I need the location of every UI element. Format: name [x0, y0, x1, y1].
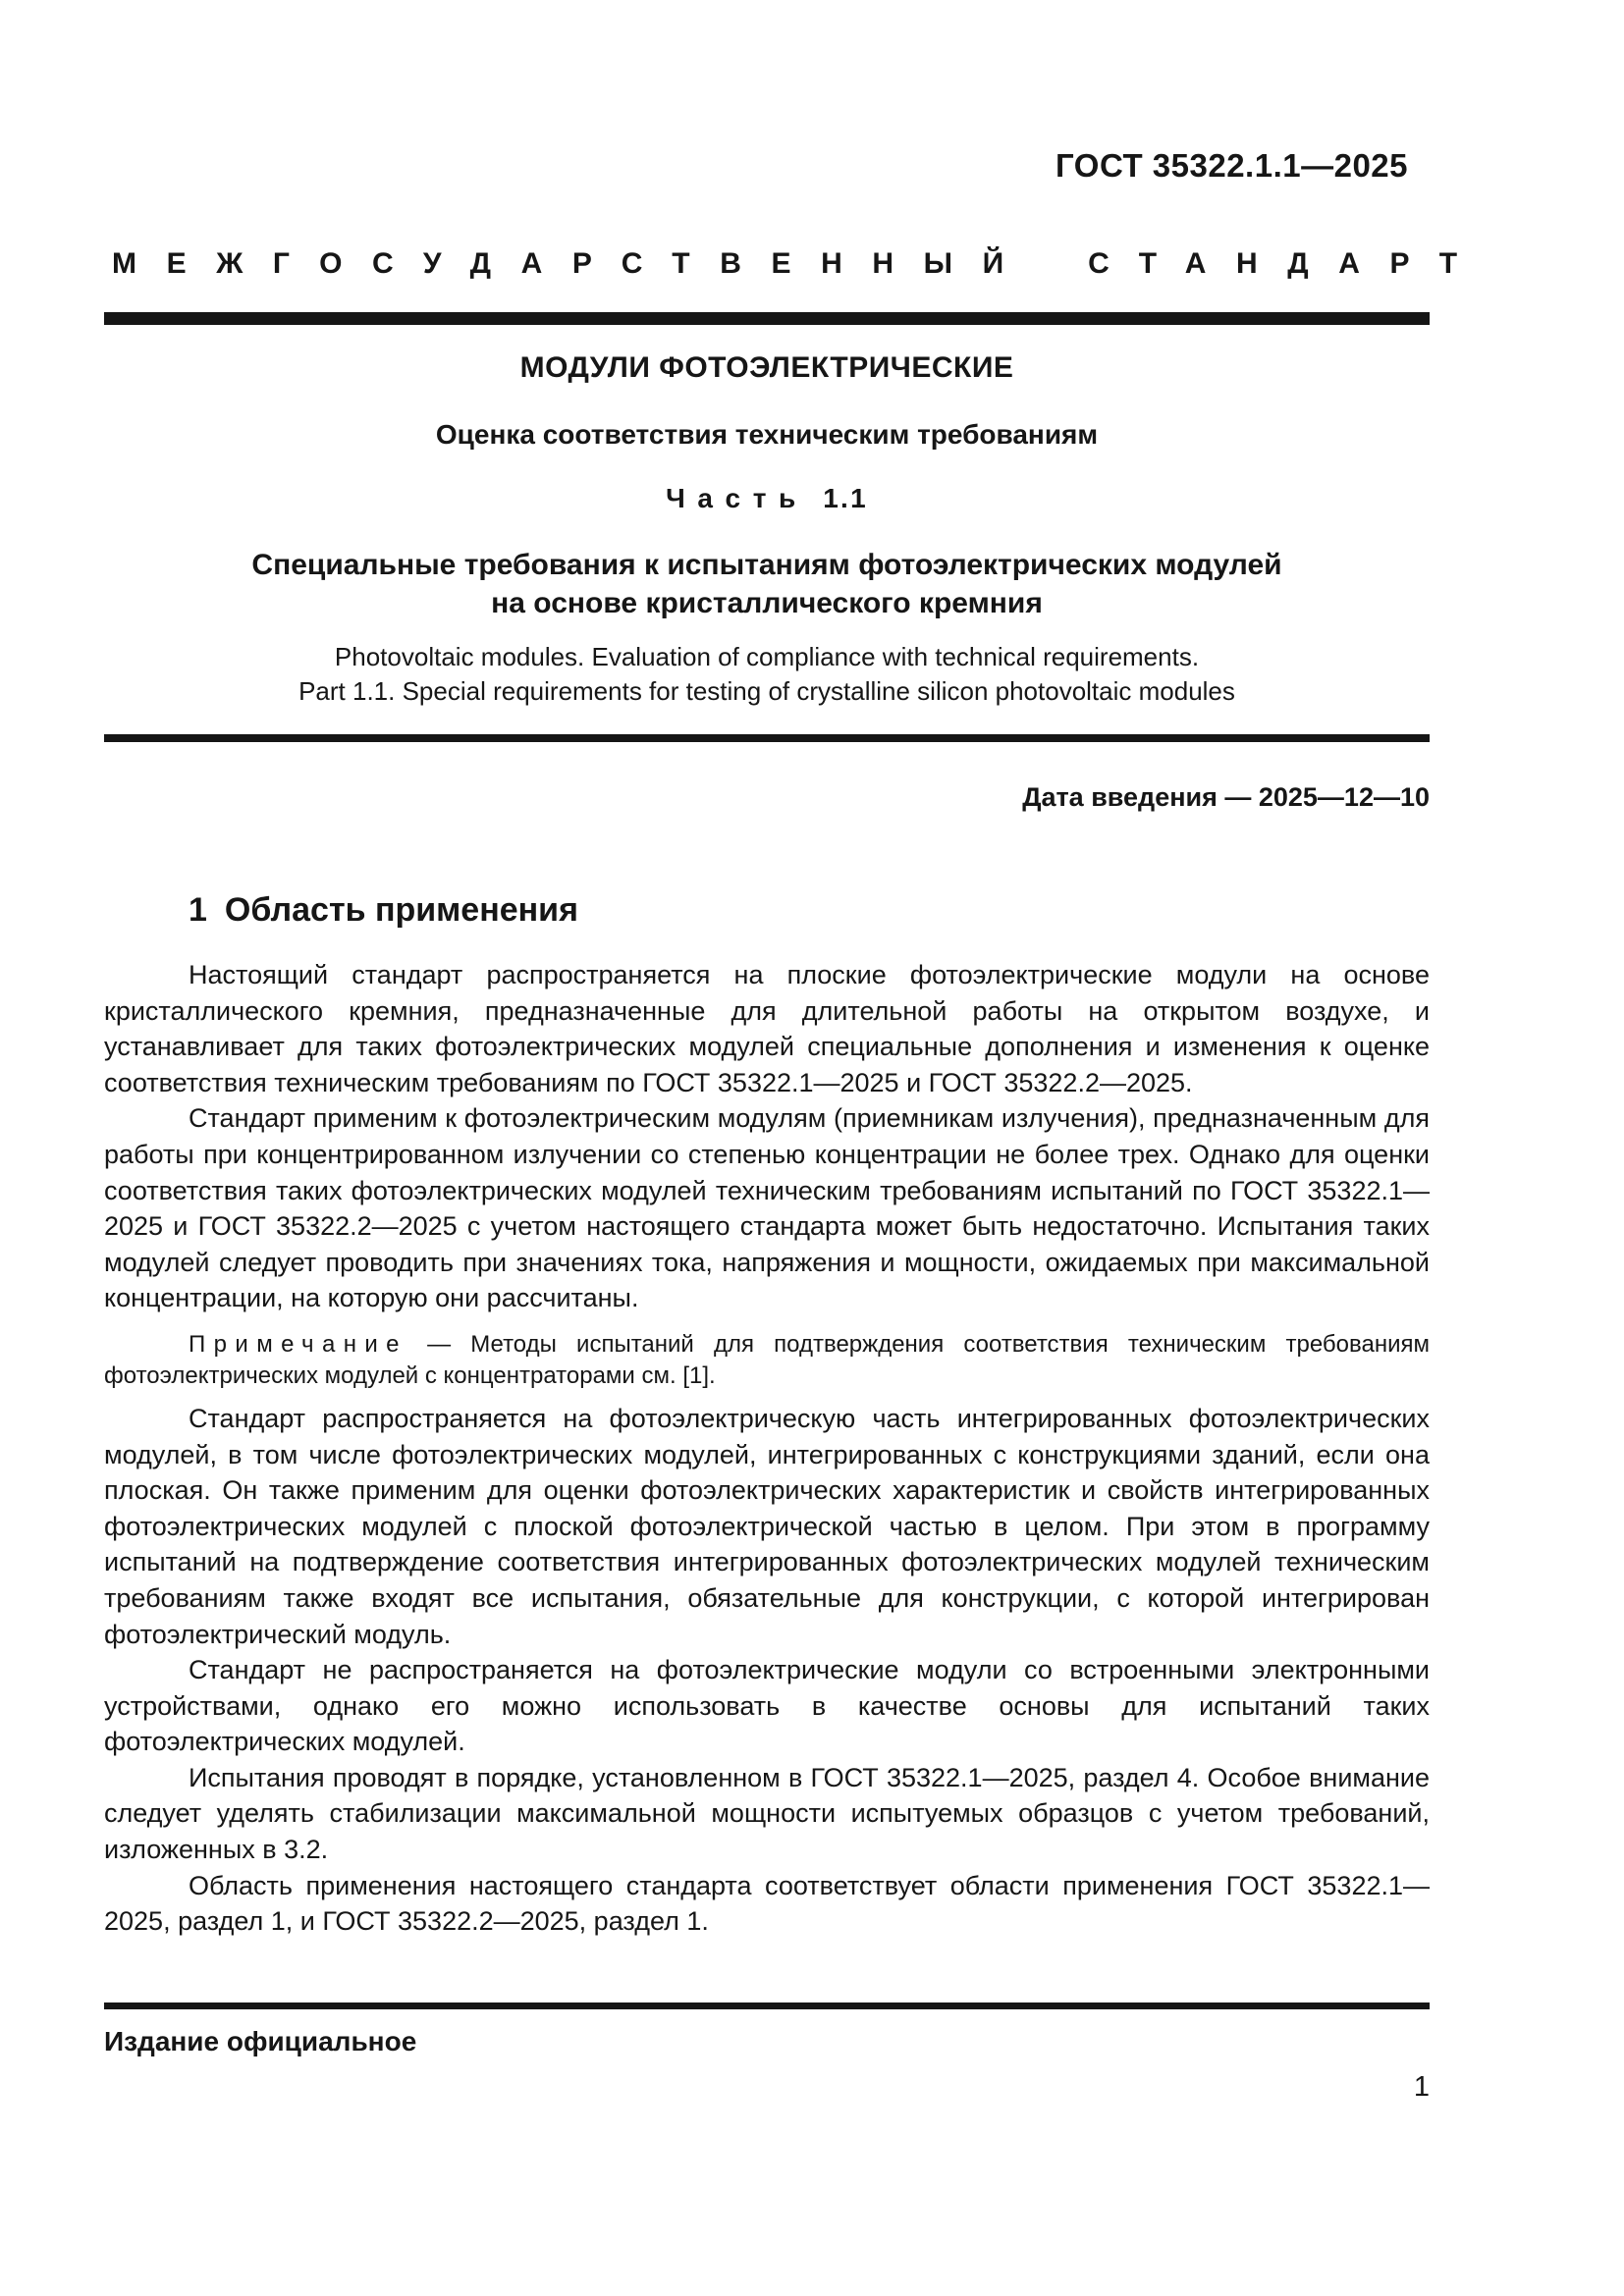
effective-date: Дата введения — 2025—12—10: [1022, 782, 1430, 812]
subtitle: Оценка соответствия техническим требованиям: [435, 419, 1099, 450]
paragraph-scope-5: Испытания проводят в порядке, установленном в ГОСТ 35322.1—2025, раздел 4. Особое внимание следует уделять стабилизации максимальной мощности испытуемых образцов с учетом требований, изложенных в 3.2.: [104, 1762, 1430, 1865]
note-label: Примечание: [189, 1330, 407, 1358]
part-label: [104, 483, 1430, 514]
header-rule: [104, 312, 1430, 325]
part-title-line1: Специальные требования к испытаниям фотоэлектрических модулей: [251, 549, 1282, 581]
section-heading: [104, 891, 1430, 930]
official-edition-label: Издание официальное: [104, 2026, 417, 2056]
section-title: Область применения: [224, 891, 578, 929]
part-label-word: Часть: [666, 483, 808, 513]
english-title: [104, 640, 1430, 709]
paragraph-scope-6: Область применения настоящего стандарта соответствует области применения ГОСТ 35322.1—2025, раздел 1, и ГОСТ 35322.2—2025, раздел 1.: [104, 1870, 1430, 1937]
paragraph-scope-1: Настоящий стандарт распространяется на плоские фотоэлектрические модули на основе кристаллического кремния, предназначенные для длительной работы на открытом воздухе, и устанавливает для таких фотоэлектрических модулей специальные дополнения и изменения к оценке соответствия техническим требованиям по ГОСТ 35322.1—2025 и ГОСТ 35322.2—2025.: [104, 960, 1430, 1097]
part-title: [104, 546, 1430, 622]
main-title: МОДУЛИ ФОТОЭЛЕКТРИЧЕСКИЕ: [519, 351, 1014, 384]
body-text: [104, 957, 1430, 1940]
part-label-number: 1.1: [823, 483, 868, 513]
title-rule: [104, 734, 1430, 742]
english-title-line1: Photovoltaic modules. Evaluation of compliance with technical requirements.: [334, 642, 1200, 671]
paragraph-scope-2: Стандарт применим к фотоэлектрическим модулям (приемникам излучения), предназначенным для работы при концентрированном излучении со степенью концентрации не более трех. Однако для оценки соответствия таких фотоэлектрических модулей техническим требованиям испытаний по ГОСТ 35322.1—2025 и ГОСТ 35322.2—2025 с учетом настоящего стандарта может быть недостаточно. Испытания таких модулей следует проводить при значениях тока, напряжения и мощности, ожидаемых при максимальной концентрации, на которую они рассчитаны.: [104, 1103, 1430, 1313]
note-text: — Методы испытаний для подтверждения соответствия техническим требованиям фотоэлектрических модулей с концентраторами см. [1].: [104, 1330, 1430, 1389]
section-number: 1: [189, 891, 207, 929]
doc-number: ГОСТ 35322.1.1—2025: [1056, 147, 1408, 184]
english-title-line2: Part 1.1. Special requirements for testing of crystalline silicon photovoltaic modules: [298, 676, 1235, 706]
paragraph-scope-3: Стандарт распространяется на фотоэлектрическую часть интегрированных фотоэлектрических модулей, в том числе фотоэлектрических модулей, интегрированных с конструкциями зданий, если она плоская. Он также применим для оценки фотоэлектрических характеристик и свойств интегрированных фотоэлектрических модулей с плоской фотоэлектрической частью в целом. При этом в программу испытаний на подтверждение соответствия интегрированных фотоэлектрических модулей техническим требованиям также входят все испытания, обязательные для конструкции, с которой интегрирован фотоэлектрический модуль.: [104, 1403, 1430, 1649]
note: [104, 1329, 1430, 1392]
paragraph-scope-4: Стандарт не распространяется на фотоэлектрические модули со встроенными электронными устройствами, однако его можно использовать в качестве основы для испытаний таких фотоэлектрических модулей.: [104, 1655, 1430, 1757]
footer-rule: [104, 2002, 1430, 2009]
standard-type-band: МЕЖГОСУДАРСТВЕННЫЙ СТАНДАРТ: [112, 247, 1488, 280]
page-number: 1: [1413, 2071, 1430, 2103]
part-title-line2: на основе кристаллического кремния: [491, 587, 1043, 619]
